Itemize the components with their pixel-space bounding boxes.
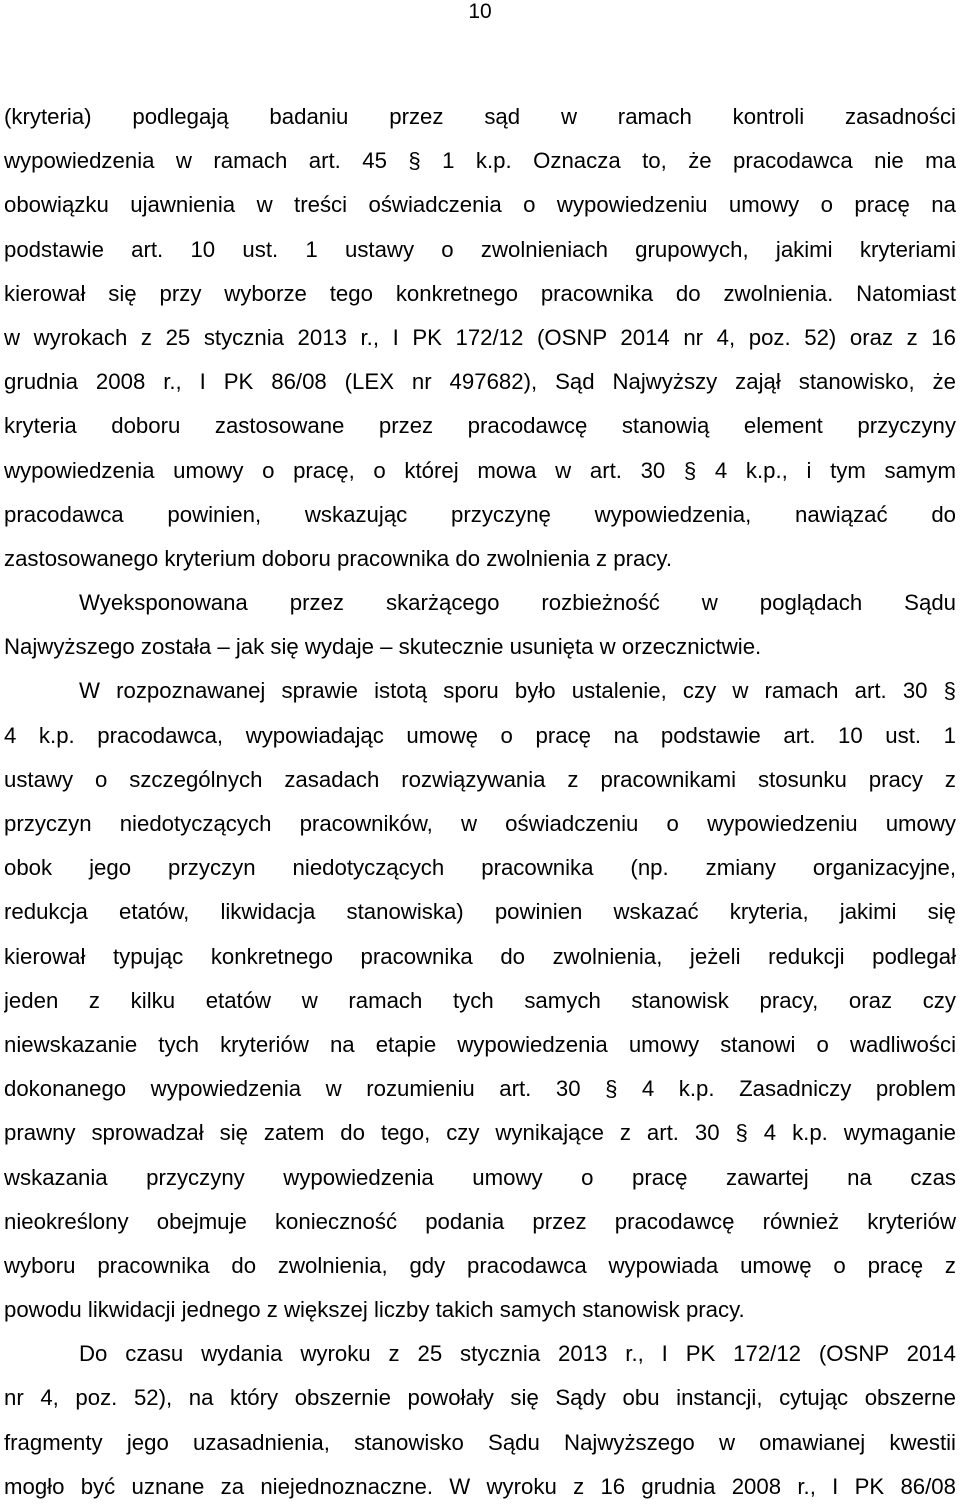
- text-line: jeden z kilku etatów w ramach tych samych stanowisk pracy, oraz czy: [4, 987, 956, 1013]
- text-line: wyboru pracownika do zwolnienia, gdy pracodawca wypowiada umowę o pracę z: [4, 1252, 956, 1278]
- text-line: Najwyższego została – jak się wydaje – skutecznie usunięta w orzecznictwie.: [4, 634, 762, 660]
- text-line: niewskazanie tych kryteriów na etapie wypowiedzenia umowy stanowi o wadliwości: [4, 1031, 956, 1057]
- text-line: zastosowanego kryterium doboru pracownika do zwolnienia z pracy.: [4, 545, 673, 571]
- text-line: wypowiedzenia umowy o pracę, o której mowa w art. 30 § 4 k.p., i tym samym: [4, 457, 956, 483]
- text-line: Wyeksponowana przez skarżącego rozbieżność w poglądach Sądu: [79, 590, 956, 616]
- text-line: kierował typując konkretnego pracownika do zwolnienia, jeżeli redukcji podlegał: [4, 943, 956, 969]
- text-line: Do czasu wydania wyroku z 25 stycznia 2013 r., I PK 172/12 (OSNP 2014: [79, 1341, 956, 1367]
- text-line: 4 k.p. pracodawca, wypowiadając umowę o pracę na podstawie art. 10 ust. 1: [4, 722, 956, 748]
- text-line: w wyrokach z 25 stycznia 2013 r., I PK 172/12 (OSNP 2014 nr 4, poz. 52) oraz z 16: [4, 324, 956, 350]
- text-line: nieokreślony obejmuje konieczność podania przez pracodawcę również kryteriów: [4, 1208, 956, 1234]
- text-line: fragmenty jego uzasadnienia, stanowisko Sądu Najwyższego w omawianej kwestii: [4, 1429, 956, 1455]
- text-line: podstawie art. 10 ust. 1 ustawy o zwolnieniach grupowych, jakimi kryteriami: [4, 236, 956, 262]
- text-line: prawny sprowadzał się zatem do tego, czy wynikające z art. 30 § 4 k.p. wymaganie: [4, 1120, 956, 1146]
- body-text: [4, 95, 956, 1509]
- text-line: przyczyn niedotyczących pracowników, w oświadczeniu o wypowiedzeniu umowy: [4, 811, 956, 836]
- text-line: wypowiedzenia w ramach art. 45 § 1 k.p. Oznacza to, że pracodawca nie ma: [4, 148, 956, 174]
- text-line: powodu likwidacji jednego z większej liczby takich samych stanowisk pracy.: [4, 1297, 745, 1323]
- text-line: grudnia 2008 r., I PK 86/08 (LEX nr 497682), Sąd Najwyższy zajął stanowisko, że: [4, 369, 956, 395]
- text-line: redukcja etatów, likwidacja stanowiska) powinien wskazać kryteria, jakimi się: [4, 899, 956, 925]
- text-line: pracodawca powinien, wskazując przyczynę wypowiedzenia, nawiązać do: [4, 501, 956, 527]
- text-line: obowiązku ujawnienia w treści oświadczenia o wypowiedzeniu umowy o pracę na: [4, 192, 956, 218]
- page-number: 10: [468, 0, 492, 23]
- text-line: (kryteria) podlegają badaniu przez sąd w ramach kontroli zasadności: [4, 104, 956, 129]
- text-line: nr 4, poz. 52), na który obszernie powołały się Sądy obu instancji, cytując obszerne: [4, 1385, 956, 1411]
- text-line: wskazania przyczyny wypowiedzenia umowy o pracę zawartej na czas: [4, 1164, 956, 1190]
- text-line: ustawy o szczególnych zasadach rozwiązywania z pracownikami stosunku pracy z: [4, 766, 956, 792]
- text-line: W rozpoznawanej sprawie istotą sporu było ustalenie, czy w ramach art. 30 §: [79, 678, 956, 704]
- text-line: obok jego przyczyn niedotyczących pracownika (np. zmiany organizacyjne,: [4, 855, 956, 881]
- text-line: dokonanego wypowiedzenia w rozumieniu art. 30 § 4 k.p. Zasadniczy problem: [4, 1076, 956, 1102]
- text-line: kryteria doboru zastosowane przez pracodawcę stanowią element przyczyny: [4, 413, 956, 439]
- text-line: mogło być uznane za niejednoznaczne. W wyroku z 16 grudnia 2008 r., I PK 86/08: [4, 1473, 956, 1499]
- text-line: kierował się przy wyborze tego konkretnego pracownika do zwolnienia. Natomiast: [4, 280, 956, 306]
